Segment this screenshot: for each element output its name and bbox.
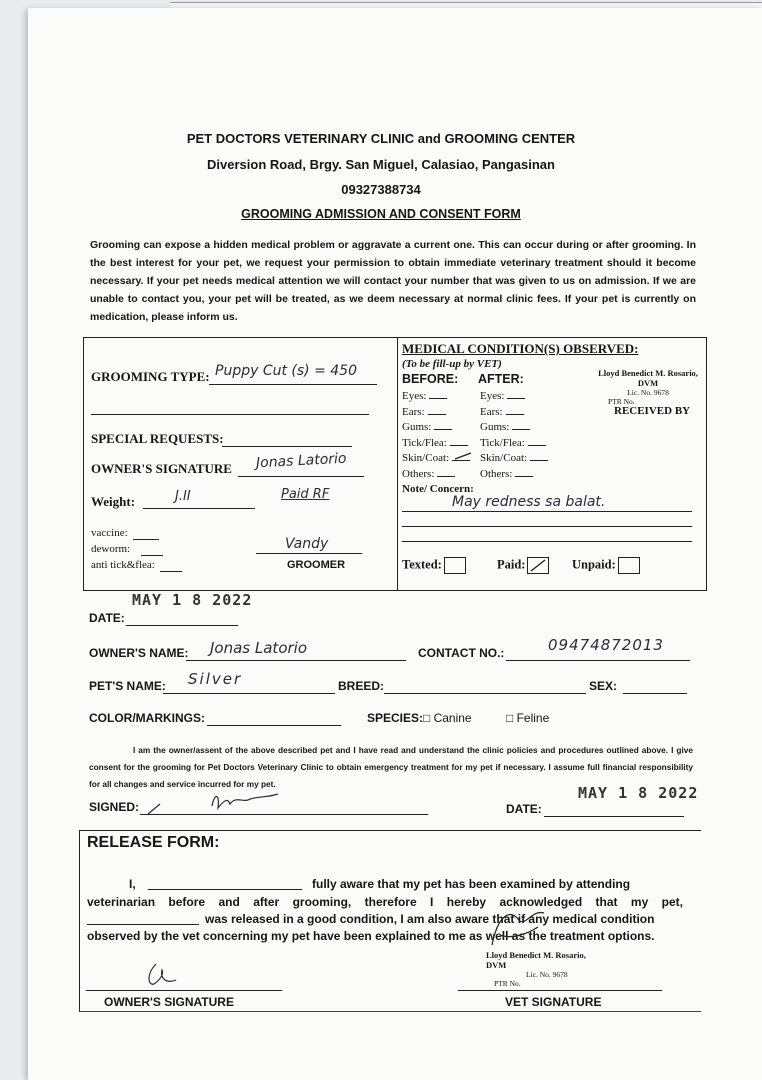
after-item-2[interactable]: Gums: bbox=[480, 420, 548, 436]
before-item-0[interactable]: Eyes: bbox=[402, 389, 470, 405]
special-requests-line[interactable] bbox=[222, 446, 352, 447]
pets-name-line bbox=[163, 693, 335, 694]
vet-stamp-name: Lloyd Benedict M. Rosario, DVM bbox=[598, 368, 698, 388]
contact-line bbox=[506, 660, 690, 661]
medical-subtitle: (To be fill-up by VET) bbox=[402, 358, 502, 370]
vet-signature-scribble bbox=[488, 905, 548, 955]
vet-stamp-bottom bbox=[486, 950, 596, 988]
weight-line bbox=[143, 508, 255, 509]
paid-checkbox[interactable] bbox=[497, 557, 549, 574]
vet-stamp-bottom-name: Lloyd Benedict M. Rosario, DVM bbox=[486, 950, 586, 970]
sex-label: SEX: bbox=[589, 679, 618, 693]
owners-name-value[interactable]: Jonas Latorio bbox=[210, 639, 308, 657]
owners-signature-value[interactable]: Jonas Latorio bbox=[255, 450, 347, 472]
groomer-line bbox=[256, 553, 362, 554]
vaccine-line[interactable] bbox=[133, 539, 159, 540]
signed-signature[interactable] bbox=[144, 788, 289, 818]
owner-initial-signature[interactable] bbox=[142, 960, 182, 990]
grooming-type-line-2 bbox=[91, 414, 369, 415]
texted-checkbox[interactable] bbox=[402, 557, 466, 574]
before-item-5[interactable]: Others: bbox=[402, 467, 470, 483]
weight-label: Weight: bbox=[91, 494, 136, 509]
vet-stamp-top bbox=[598, 368, 698, 406]
after-item-0[interactable]: Eyes: bbox=[480, 389, 548, 405]
species-label: SPECIES: bbox=[367, 711, 424, 725]
release-line2: veterinarian before and after grooming, therefore I hereby acknowledged that my pet, bbox=[87, 895, 683, 909]
groomer-value[interactable]: Vandy bbox=[285, 536, 329, 552]
texted-box[interactable] bbox=[444, 557, 466, 574]
vet-signature-line bbox=[458, 990, 662, 991]
contact-value[interactable]: 09474872013 bbox=[548, 636, 664, 654]
contact-label: CONTACT NO.: bbox=[418, 646, 505, 660]
release-line3: was released in a good condition, I am also aware that if any medical condition bbox=[205, 912, 655, 926]
before-item-1[interactable]: Ears: bbox=[402, 405, 470, 421]
owner-signature-label: OWNER'S SIGNATURE bbox=[104, 995, 234, 1009]
groomer-label: GROOMER bbox=[287, 559, 346, 571]
date-label: DATE: bbox=[89, 611, 125, 625]
owners-signature-label: OWNER'S SIGNATURE bbox=[91, 461, 232, 476]
before-item-2[interactable]: Gums: bbox=[402, 420, 470, 436]
vaccine-label: vaccine: bbox=[91, 527, 128, 539]
note-line-2 bbox=[402, 526, 692, 527]
release-line1-post: fully aware that my pet has been examined by attending bbox=[312, 877, 631, 891]
panel-divider bbox=[397, 338, 398, 590]
signed-date-label: DATE: bbox=[506, 802, 542, 816]
signed-date-line[interactable] bbox=[544, 816, 684, 817]
signed-label: SIGNED: bbox=[89, 800, 140, 814]
texted-label: Texted: bbox=[402, 557, 442, 572]
antitick-label: anti tick&flea: bbox=[91, 559, 155, 571]
vet-stamp-bottom-lic: Lic. No. 9678 bbox=[526, 970, 568, 979]
antitick-line[interactable] bbox=[160, 571, 182, 572]
release-name-line[interactable] bbox=[148, 889, 302, 890]
after-label: AFTER: bbox=[478, 372, 524, 386]
vet-stamp-bottom-ptr: PTR No. bbox=[494, 979, 521, 988]
note-line-1 bbox=[402, 511, 692, 512]
received-by-label: RECEIVED BY bbox=[614, 405, 691, 417]
breed-label: BREED: bbox=[338, 679, 385, 693]
paid-box[interactable] bbox=[527, 557, 549, 574]
clinic-address: Diversion Road, Brgy. San Miguel, Calasiao, Pangasinan bbox=[207, 157, 555, 172]
vet-stamp-lic: Lic. No. 9678 bbox=[627, 388, 669, 397]
skin-check-mark bbox=[454, 451, 472, 461]
deworm-line[interactable] bbox=[141, 555, 163, 556]
grooming-type-label: GROOMING TYPE: bbox=[91, 369, 210, 384]
deworm-label: deworm: bbox=[91, 543, 131, 555]
feline-option[interactable]: □ Feline bbox=[506, 711, 550, 725]
consent-paragraph: I am the owner/assent of the above described pet and I have read and understand the clinic policies and procedures outlined above. I give consent for the grooming for Pet Doctors Veterinary Clinic to obtain emergency treatment for my pet if necessary. I assume full financial responsibility for all changes and service incurred for my pet. bbox=[89, 745, 693, 789]
paid-note: Paid RF bbox=[281, 487, 330, 502]
paid-check-mark bbox=[529, 559, 547, 572]
before-label: BEFORE: bbox=[402, 372, 459, 386]
release-line1-pre: I, bbox=[129, 877, 136, 891]
color-label: COLOR/MARKINGS: bbox=[89, 711, 205, 725]
canine-option[interactable]: □ Canine bbox=[423, 711, 472, 725]
before-item-4[interactable]: Skin/Coat: bbox=[402, 451, 470, 467]
note-value[interactable]: May redness sa balat. bbox=[452, 494, 606, 510]
grooming-type-value[interactable]: Puppy Cut (s) = 450 bbox=[215, 363, 357, 379]
unpaid-label: Unpaid: bbox=[572, 557, 616, 572]
form-title: GROOMING ADMISSION AND CONSENT FORM bbox=[241, 207, 521, 221]
pets-name-value[interactable]: Silver bbox=[188, 670, 243, 688]
owners-name-line bbox=[186, 660, 406, 661]
after-item-4[interactable]: Skin/Coat: bbox=[480, 451, 548, 467]
note-label: Note/ Concern: bbox=[402, 483, 474, 495]
color-line[interactable] bbox=[207, 725, 341, 726]
after-item-3[interactable]: Tick/Flea: bbox=[480, 436, 548, 452]
note-line-3 bbox=[402, 541, 692, 542]
clinic-name: PET DOCTORS VETERINARY CLINIC and GROOMING CENTER bbox=[186, 131, 576, 146]
owners-name-label: OWNER'S NAME: bbox=[89, 646, 189, 660]
special-requests-label: SPECIAL REQUESTS: bbox=[91, 431, 224, 446]
pets-name-label: PET'S NAME: bbox=[89, 679, 166, 693]
sex-line[interactable] bbox=[623, 693, 687, 694]
release-pet-line[interactable] bbox=[87, 924, 199, 925]
vet-signature-label: VET SIGNATURE bbox=[505, 995, 602, 1009]
intro-paragraph: Grooming can expose a hidden medical problem or aggravate a current one. This can occur during or after grooming. In the best interest for your pet, we request your permission to obtain immediate veterinary treatment should it become necessary. If your pet needs medical attention we will contact your number that was given to us on admission. If we are unable to contact you, your pet will be treated, as we deem necessary at normal clinic fees. If your pet is currently on medication, please inform us. bbox=[90, 239, 696, 323]
before-list bbox=[402, 389, 470, 482]
medical-title: MEDICAL CONDITION(S) OBSERVED: bbox=[402, 341, 639, 356]
after-item-5[interactable]: Others: bbox=[480, 467, 548, 483]
signed-date-stamp: MAY 1 8 2022 bbox=[578, 784, 699, 802]
before-item-3[interactable]: Tick/Flea: bbox=[402, 436, 470, 452]
release-title: RELEASE FORM: bbox=[87, 834, 220, 851]
breed-line[interactable] bbox=[384, 693, 586, 694]
release-line4: observed by the vet concerning my pet have been explained to me as well as the treatment options. bbox=[87, 929, 655, 943]
grooming-type-line bbox=[209, 384, 377, 385]
unpaid-box[interactable] bbox=[618, 557, 640, 574]
date-line[interactable] bbox=[126, 625, 238, 626]
weight-value[interactable]: J.II bbox=[175, 489, 191, 504]
owner-signature-line bbox=[86, 990, 282, 991]
owners-signature-line bbox=[238, 476, 364, 477]
unpaid-checkbox[interactable] bbox=[572, 557, 640, 574]
vet-stamp-ptr: PTR No. bbox=[608, 397, 635, 406]
clinic-phone: 09327388734 bbox=[341, 182, 421, 197]
date-stamp: MAY 1 8 2022 bbox=[132, 591, 253, 609]
paid-label: Paid: bbox=[497, 557, 526, 572]
after-item-1[interactable]: Ears: bbox=[480, 405, 548, 421]
after-list bbox=[480, 389, 548, 482]
